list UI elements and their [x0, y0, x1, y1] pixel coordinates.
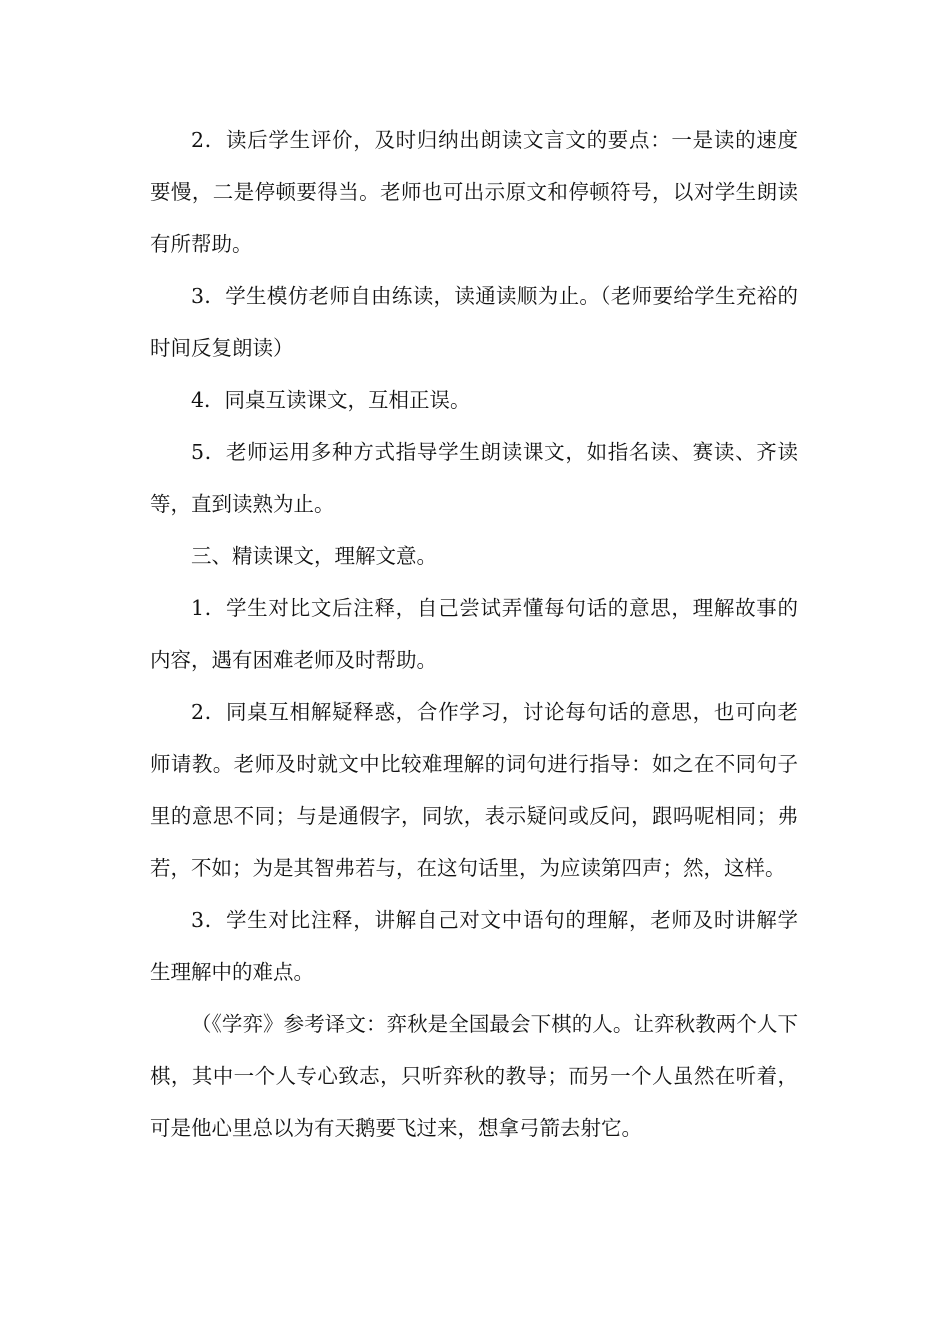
paragraph-explain-understanding: 3．学生对比注释，讲解自己对文中语句的理解，老师及时讲解学生理解中的难点。	[150, 908, 798, 984]
paragraph-imitate-reading: 3．学生模仿老师自由练读，读通读顺为止。（老师要给学生充裕的时间反复朗读）	[150, 284, 798, 360]
paragraph-guided-reading: 5．老师运用多种方式指导学生朗读课文，如指名读、赛读、齐读等，直到读熟为止。	[150, 440, 798, 516]
paragraph-reference-translation: （《学弈》参考译文：弈秋是全国最会下棋的人。让弈秋教两个人下棋，其中一个人专心致志，只听弈秋的教导；而另一个人虽然在听着，可是他心里总以为有天鹅要飞过来，想拿弓箭去射它。	[150, 1012, 798, 1140]
paragraph-compare-notes: 1．学生对比文后注释，自己尝试弄懂每句话的意思，理解故事的内容，遇有困难老师及时帮助。	[150, 596, 798, 672]
section-heading-close-reading: 三、精读课文，理解文意。	[191, 544, 437, 568]
paragraph-reading-evaluation: 2．读后学生评价，及时归纳出朗读文言文的要点：一是读的速度要慢，二是停顿要得当。老师也可出示原文和停顿符号，以对学生朗读有所帮助。	[150, 128, 798, 256]
paragraph-cooperative-learning: 2．同桌互相解疑释惑，合作学习，讨论每句话的意思，也可向老师请教。老师及时就文中比较难理解的词句进行指导：如之在不同句子里的意思不同；与是通假字，同欤，表示疑问或反问，跟吗呢相同；弗若，不如；为是其智弗若与，在这句话里，为应读第四声；然，这样。	[150, 700, 798, 880]
paragraph-peer-reading: 4．同桌互读课文，互相正误。	[191, 388, 471, 412]
document-page	[150, 114, 798, 1154]
